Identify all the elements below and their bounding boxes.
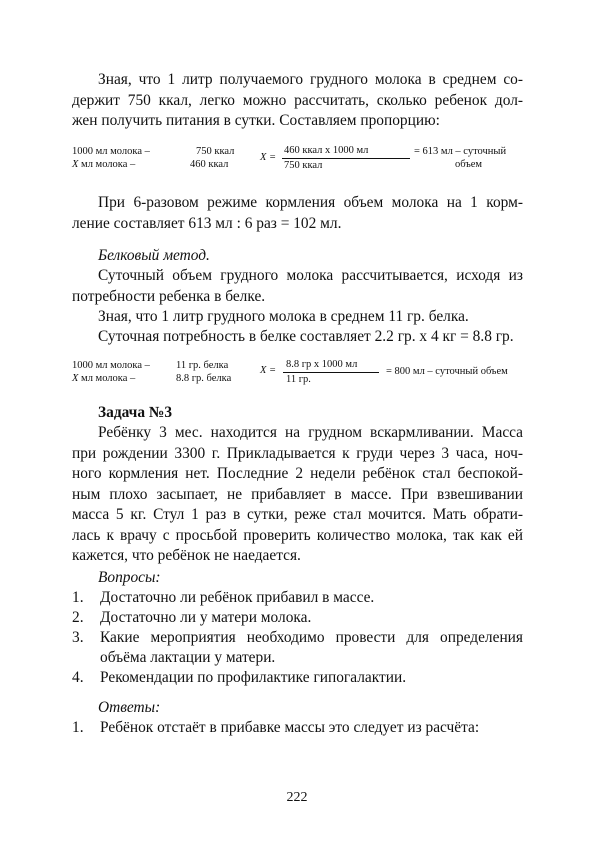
answers-heading: Ответы:	[98, 699, 161, 716]
prop1-left-row2-value: 460 ккал	[190, 159, 229, 170]
prop1-left-row2	[72, 158, 135, 171]
prop2-left-row2-value: 8.8 гр. белка	[176, 373, 232, 384]
prop2-left-row2	[72, 372, 135, 385]
prop1-left-row1: 1000 мл молока –	[72, 146, 150, 157]
protein-line-1: Суточный объем грудного молока рассчитывается, исходя из	[98, 267, 523, 284]
prop1-left-row1-value: 750 ккал	[196, 146, 235, 157]
prop1-x-label: Х =	[260, 152, 277, 163]
prop1-var-x: Х	[72, 159, 79, 170]
protein-line-3: Зная, что 1 литр грудного молока в среднем 11 гр. белка.	[98, 308, 469, 325]
question-1-text: Достаточно ли ребёнок прибавил в массе.	[100, 589, 375, 606]
prop2-left-row1-value: 11 гр. белка	[176, 360, 229, 371]
protein-line-2: потребности ребенка в белке.	[72, 287, 266, 305]
question-1-number: 1.	[72, 589, 84, 606]
task-line-4: ным плохо засыпает, не прибавляет в массе. При взвешивании	[72, 485, 523, 503]
protein-paragraph	[72, 266, 523, 307]
task-line-6: лась к врачу с просьбой проверить количество молока, так как ей	[72, 526, 523, 544]
answer-1-number: 1.	[72, 719, 84, 736]
question-3-text: Какие мероприятия необходимо провести для определения	[100, 629, 523, 646]
prop2-denominator: 11 гр.	[286, 374, 311, 385]
task-paragraph	[72, 423, 523, 567]
task-line-7: кажется, что ребёнок не наедается.	[72, 547, 301, 564]
prop1-result-bottom: объем	[455, 159, 483, 170]
prop2-numerator: 8.8 гр х 1000 мл	[286, 359, 358, 370]
intro-line-3: жен получить питания в сутки. Составляем пропорцию:	[72, 112, 440, 129]
prop2-left-row2-text: мл молока –	[78, 373, 136, 384]
task-line-2: при рождении 3300 г. Прикладывается к груди через 3 часа, ноч-	[72, 444, 523, 462]
task-line-3: ного кормления нет. Последние 2 недели ребёнок стал беспокой-	[72, 465, 523, 482]
prop2-result: = 800 мл – суточный объем	[386, 366, 508, 377]
question-2-text: Достаточно ли у матери молока.	[100, 609, 312, 626]
question-3-number: 3.	[72, 629, 84, 646]
intro-paragraph	[72, 70, 523, 132]
question-4-number: 4.	[72, 669, 84, 686]
answer-1-text: Ребёнок отстаёт в прибавке массы это следует из расчёта:	[100, 719, 480, 736]
feeding-paragraph	[72, 193, 523, 234]
task-title: Задача №3	[98, 404, 173, 421]
protein-line-4: Суточная потребность в белке составляет 2.2 гр. х 4 кг = 8.8 гр.	[98, 328, 514, 345]
feeding-line-2: ление составляет 613 мл : 6 раз = 102 мл.	[72, 214, 342, 232]
protein-heading: Белковый метод.	[98, 247, 210, 264]
task-line-5: масса 5 кг. Стул 1 раз в сутки, реже стал мочится. Мать обрати-	[72, 506, 523, 523]
task-line-1: Ребёнку 3 мес. находится на грудном вскармливании. Масса	[98, 424, 523, 441]
questions-heading: Вопросы:	[98, 569, 161, 586]
prop1-denominator: 750 ккал	[284, 160, 323, 171]
prop2-x-label: Х =	[260, 365, 277, 376]
question-3-text-cont: объёма лактации у матери.	[100, 649, 276, 666]
question-4-text: Рекомендации по профилактике гипогалактии.	[100, 669, 407, 686]
feeding-line-1: При 6-разовом режиме кормления объем молока на 1 корм-	[98, 194, 523, 211]
prop1-numerator: 460 ккал х 1000 мл	[284, 145, 369, 156]
page-number: 222	[286, 790, 308, 805]
prop1-result-top: = 613 мл – суточный	[414, 146, 507, 157]
intro-line-1: Зная, что 1 литр получаемого грудного молока в среднем со-	[98, 71, 523, 88]
prop2-left-row1: 1000 мл молока –	[72, 360, 150, 371]
prop1-left-row2-text: мл молока –	[78, 159, 136, 170]
prop2-var-x: Х	[72, 373, 79, 384]
question-2-number: 2.	[72, 609, 84, 626]
intro-line-2: держит 750 ккал, легко можно рассчитать, сколько ребенок дол-	[72, 91, 523, 109]
